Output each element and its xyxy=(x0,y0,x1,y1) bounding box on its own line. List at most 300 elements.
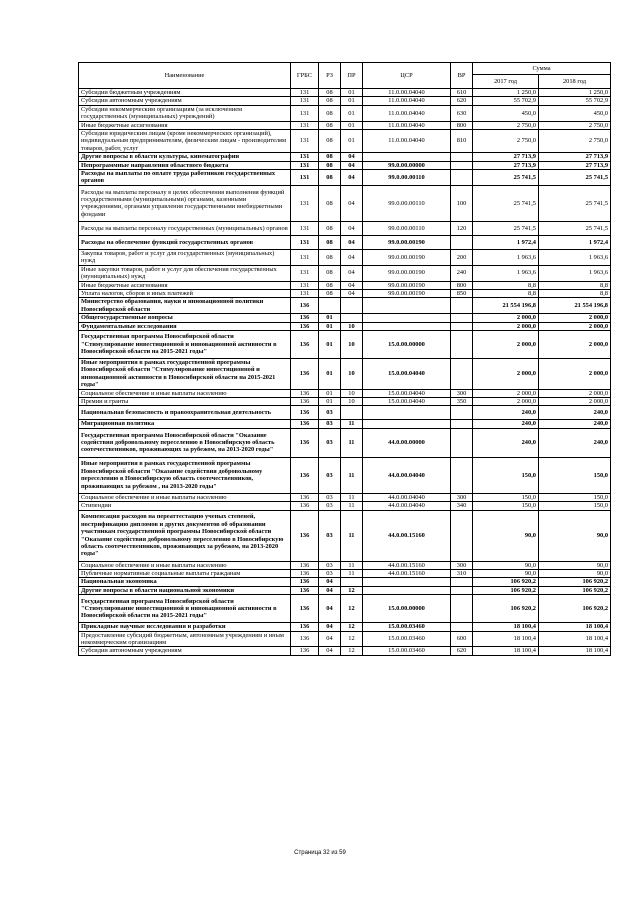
cell-s2: 2 000,0 xyxy=(539,358,611,389)
cell-s1: 106 920,2 xyxy=(473,578,539,586)
cell-rz: 03 xyxy=(319,420,341,428)
cell-pr: 11 xyxy=(341,502,363,510)
cell-s1: 25 741,5 xyxy=(473,221,539,235)
cell-name: Другие вопросы в области культуры, кинематографии xyxy=(79,153,291,161)
cell-s2: 150,0 xyxy=(539,493,611,501)
cell-s2: 8,8 xyxy=(539,289,611,297)
cell-s2: 2 000,0 xyxy=(539,397,611,405)
table-row xyxy=(79,298,611,314)
cell-grbs: 131 xyxy=(291,249,319,265)
table-row xyxy=(79,89,611,97)
cell-vr: 300 xyxy=(451,493,473,501)
cell-s1: 106 920,2 xyxy=(473,586,539,594)
cell-vr xyxy=(451,161,473,169)
cell-rz: 01 xyxy=(319,314,341,322)
table-row xyxy=(79,281,611,289)
cell-rz: 08 xyxy=(319,235,341,249)
cell-vr: 120 xyxy=(451,221,473,235)
cell-s1: 2 750,0 xyxy=(473,130,539,153)
cell-s1: 90,0 xyxy=(473,570,539,578)
table-row xyxy=(79,510,611,561)
table-row xyxy=(79,389,611,397)
cell-csr: 44.0.00.15160 xyxy=(363,570,451,578)
cell-rz: 08 xyxy=(319,161,341,169)
cell-grbs: 136 xyxy=(291,397,319,405)
cell-grbs: 131 xyxy=(291,105,319,121)
cell-s2: 240,0 xyxy=(539,428,611,457)
cell-vr: 240 xyxy=(451,265,473,281)
table-row xyxy=(79,623,611,631)
cell-grbs: 131 xyxy=(291,121,319,129)
cell-vr xyxy=(451,428,473,457)
cell-name: Социальное обеспечение и иные выплаты населению xyxy=(79,389,291,397)
cell-pr: 11 xyxy=(341,510,363,561)
cell-pr: 11 xyxy=(341,493,363,501)
cell-s2: 25 741,5 xyxy=(539,185,611,221)
cell-s2: 2 000,0 xyxy=(539,314,611,322)
cell-vr xyxy=(451,322,473,330)
cell-s1: 18 100,4 xyxy=(473,623,539,631)
cell-s2: 1 972,4 xyxy=(539,235,611,249)
cell-pr: 04 xyxy=(341,265,363,281)
cell-csr: 44.0.00.04040 xyxy=(363,502,451,510)
header-name: Наименование xyxy=(79,63,291,89)
cell-s1: 90,0 xyxy=(473,510,539,561)
table-row xyxy=(79,578,611,586)
header-sum: Сумма xyxy=(473,63,611,75)
cell-pr: 10 xyxy=(341,322,363,330)
cell-grbs: 131 xyxy=(291,289,319,297)
cell-name: Национальная экономика xyxy=(79,578,291,586)
cell-s2: 90,0 xyxy=(539,561,611,569)
cell-csr: 11.0.00.04040 xyxy=(363,97,451,105)
cell-vr xyxy=(451,510,473,561)
cell-name: Иные мероприятия в рамках государственной программы Новосибирской области "Оказание содействия добровольному переселению в Новосибирскую область соотечественников, проживающих за рубежом , на 2013-2020 годы" xyxy=(79,457,291,493)
cell-s2: 1 963,6 xyxy=(539,265,611,281)
cell-vr: 620 xyxy=(451,647,473,655)
cell-csr: 15.0.00.04040 xyxy=(363,397,451,405)
cell-csr: 99.0.00.00110 xyxy=(363,185,451,221)
cell-s2: 8,8 xyxy=(539,281,611,289)
cell-csr xyxy=(363,153,451,161)
cell-rz: 04 xyxy=(319,647,341,655)
cell-pr xyxy=(341,298,363,314)
cell-name: Министерство образования, науки и инновационной политики Новосибирской области xyxy=(79,298,291,314)
table-row xyxy=(79,314,611,322)
cell-s1: 18 100,4 xyxy=(473,631,539,647)
cell-s1: 1 963,6 xyxy=(473,249,539,265)
cell-vr: 800 xyxy=(451,281,473,289)
cell-pr: 11 xyxy=(341,428,363,457)
cell-rz: 03 xyxy=(319,510,341,561)
table-row xyxy=(79,289,611,297)
cell-name: Иные бюджетные ассигнования xyxy=(79,121,291,129)
cell-s1: 18 100,4 xyxy=(473,647,539,655)
cell-pr: 04 xyxy=(341,153,363,161)
cell-grbs: 136 xyxy=(291,578,319,586)
cell-grbs: 136 xyxy=(291,420,319,428)
cell-vr: 630 xyxy=(451,105,473,121)
cell-s1: 150,0 xyxy=(473,502,539,510)
cell-name: Субсидии автономным учреждениям xyxy=(79,97,291,105)
cell-rz: 08 xyxy=(319,121,341,129)
cell-grbs: 136 xyxy=(291,647,319,655)
header-csr: ЦСР xyxy=(363,63,451,89)
cell-name: Миграционная политика xyxy=(79,420,291,428)
cell-s1: 55 702,9 xyxy=(473,97,539,105)
cell-vr: 310 xyxy=(451,570,473,578)
header-pr: ПР xyxy=(341,63,363,89)
cell-pr: 10 xyxy=(341,397,363,405)
header-vr: ВР xyxy=(451,63,473,89)
cell-pr: 10 xyxy=(341,389,363,397)
cell-rz: 01 xyxy=(319,397,341,405)
cell-s2: 106 920,2 xyxy=(539,578,611,586)
cell-vr xyxy=(451,314,473,322)
cell-pr: 12 xyxy=(341,595,363,623)
cell-name: Публичные нормативные социальные выплаты гражданам xyxy=(79,570,291,578)
cell-csr: 11.0.00.04040 xyxy=(363,105,451,121)
cell-pr: 04 xyxy=(341,170,363,186)
cell-vr xyxy=(451,235,473,249)
cell-name: Социальное обеспечение и иные выплаты населению xyxy=(79,493,291,501)
cell-csr xyxy=(363,578,451,586)
cell-rz: 04 xyxy=(319,578,341,586)
cell-grbs: 136 xyxy=(291,406,319,420)
cell-pr xyxy=(341,406,363,420)
cell-vr: 850 xyxy=(451,289,473,297)
cell-name: Иные закупки товаров, работ и услуг для обеспечения государственных (муниципальных) нужд xyxy=(79,265,291,281)
cell-vr xyxy=(451,298,473,314)
table-row xyxy=(79,397,611,405)
cell-rz: 03 xyxy=(319,561,341,569)
cell-pr: 04 xyxy=(341,221,363,235)
table-row xyxy=(79,358,611,389)
cell-pr: 04 xyxy=(341,185,363,221)
table-row xyxy=(79,502,611,510)
cell-grbs: 131 xyxy=(291,97,319,105)
cell-csr: 44.0.00.04040 xyxy=(363,493,451,501)
cell-pr: 12 xyxy=(341,631,363,647)
cell-s1: 1 963,6 xyxy=(473,265,539,281)
cell-s2: 27 713,9 xyxy=(539,161,611,169)
cell-csr: 99.0.00.00110 xyxy=(363,170,451,186)
cell-rz xyxy=(319,298,341,314)
cell-s2: 106 920,2 xyxy=(539,595,611,623)
cell-vr: 600 xyxy=(451,631,473,647)
cell-grbs: 131 xyxy=(291,185,319,221)
cell-pr: 01 xyxy=(341,97,363,105)
cell-name: Предоставление субсидий бюджетным, автономным учреждениям и иным некоммерческим организациям xyxy=(79,631,291,647)
cell-grbs: 136 xyxy=(291,457,319,493)
cell-s1: 240,0 xyxy=(473,406,539,420)
cell-rz: 08 xyxy=(319,89,341,97)
cell-pr: 12 xyxy=(341,586,363,594)
table-row xyxy=(79,406,611,420)
cell-vr: 340 xyxy=(451,502,473,510)
cell-pr: 04 xyxy=(341,281,363,289)
cell-csr: 44.0.00.04040 xyxy=(363,457,451,493)
cell-csr: 44.0.00.15160 xyxy=(363,561,451,569)
cell-name: Общегосударственные вопросы xyxy=(79,314,291,322)
cell-name: Расходы на выплаты по оплате труда работников государственных органов xyxy=(79,170,291,186)
cell-rz: 08 xyxy=(319,170,341,186)
table-row xyxy=(79,330,611,358)
cell-name: Субсидии некоммерческим организациям (за исключением государственных (муниципальных) учреждений) xyxy=(79,105,291,121)
table-row xyxy=(79,561,611,569)
cell-s2: 1 250,0 xyxy=(539,89,611,97)
cell-name: Прикладные научные исследования и разработки xyxy=(79,623,291,631)
cell-csr: 15.0.00.03460 xyxy=(363,631,451,647)
cell-s2: 21 554 196,8 xyxy=(539,298,611,314)
cell-pr: 12 xyxy=(341,623,363,631)
cell-s1: 2 000,0 xyxy=(473,314,539,322)
cell-vr xyxy=(451,330,473,358)
cell-name: Расходы на обеспечение функций государственных органов xyxy=(79,235,291,249)
cell-grbs: 136 xyxy=(291,595,319,623)
table-row xyxy=(79,235,611,249)
header-grbs: ГРБС xyxy=(291,63,319,89)
cell-rz: 08 xyxy=(319,281,341,289)
cell-pr: 11 xyxy=(341,561,363,569)
cell-s2: 25 741,5 xyxy=(539,170,611,186)
cell-rz: 03 xyxy=(319,570,341,578)
cell-s2: 240,0 xyxy=(539,406,611,420)
table-row xyxy=(79,221,611,235)
header-year-2017: 2017 год xyxy=(473,75,539,89)
table-row xyxy=(79,185,611,221)
cell-grbs: 136 xyxy=(291,298,319,314)
cell-rz: 08 xyxy=(319,97,341,105)
table-row xyxy=(79,121,611,129)
cell-csr: 99.0.00.00190 xyxy=(363,281,451,289)
cell-s2: 2 000,0 xyxy=(539,322,611,330)
cell-rz: 01 xyxy=(319,358,341,389)
cell-pr: 01 xyxy=(341,121,363,129)
cell-rz: 01 xyxy=(319,322,341,330)
cell-rz: 08 xyxy=(319,105,341,121)
cell-s2: 18 100,4 xyxy=(539,623,611,631)
cell-grbs: 136 xyxy=(291,428,319,457)
cell-name: Государственная программа Новосибирской области "Оказание содействия добровольному переселению в Новосибирскую область соотечественников, проживающих за рубежом, на 2013-2020 годы" xyxy=(79,428,291,457)
cell-name: Субсидии автономным учреждениям xyxy=(79,647,291,655)
cell-pr: 04 xyxy=(341,289,363,297)
cell-name: Национальная безопасность и правоохранительная деятельность xyxy=(79,406,291,420)
cell-grbs: 131 xyxy=(291,161,319,169)
cell-name: Стипендии xyxy=(79,502,291,510)
cell-s1: 2 000,0 xyxy=(473,322,539,330)
cell-grbs: 136 xyxy=(291,330,319,358)
cell-csr xyxy=(363,420,451,428)
cell-s2: 25 741,5 xyxy=(539,221,611,235)
cell-rz: 08 xyxy=(319,153,341,161)
cell-name: Премии и гранты xyxy=(79,397,291,405)
cell-s1: 150,0 xyxy=(473,493,539,501)
cell-rz: 03 xyxy=(319,457,341,493)
cell-csr: 15.0.00.03460 xyxy=(363,623,451,631)
cell-s2: 2 750,0 xyxy=(539,121,611,129)
cell-vr: 300 xyxy=(451,389,473,397)
table-row xyxy=(79,249,611,265)
cell-rz: 01 xyxy=(319,330,341,358)
cell-s1: 240,0 xyxy=(473,428,539,457)
cell-s2: 2 000,0 xyxy=(539,389,611,397)
cell-grbs: 136 xyxy=(291,631,319,647)
header-year-2018: 2018 год xyxy=(539,75,611,89)
cell-s1: 27 713,9 xyxy=(473,161,539,169)
cell-grbs: 131 xyxy=(291,170,319,186)
cell-s1: 2 000,0 xyxy=(473,330,539,358)
cell-grbs: 131 xyxy=(291,153,319,161)
cell-vr xyxy=(451,457,473,493)
cell-vr xyxy=(451,153,473,161)
cell-csr xyxy=(363,314,451,322)
cell-s2: 90,0 xyxy=(539,510,611,561)
table-row xyxy=(79,420,611,428)
cell-rz: 03 xyxy=(319,406,341,420)
cell-s2: 106 920,2 xyxy=(539,586,611,594)
cell-s1: 25 741,5 xyxy=(473,185,539,221)
cell-name: Уплата налогов, сборов и иных платежей xyxy=(79,289,291,297)
cell-rz: 03 xyxy=(319,493,341,501)
table-row xyxy=(79,322,611,330)
cell-csr: 15.0.00.04040 xyxy=(363,358,451,389)
cell-vr: 300 xyxy=(451,561,473,569)
cell-name: Закупка товаров, работ и услуг для государственных (муниципальных) нужд xyxy=(79,249,291,265)
cell-s1: 8,8 xyxy=(473,281,539,289)
cell-s1: 240,0 xyxy=(473,420,539,428)
cell-pr: 01 xyxy=(341,89,363,97)
cell-csr: 11.0.00.04040 xyxy=(363,130,451,153)
cell-name: Иные мероприятия в рамках государственной программы Новосибирской области "Стимулирование инвестиционной и инновационной активности в Новосибирской области на 2015-2021 годы" xyxy=(79,358,291,389)
table-row xyxy=(79,595,611,623)
cell-pr: 04 xyxy=(341,161,363,169)
cell-s1: 8,8 xyxy=(473,289,539,297)
cell-rz: 08 xyxy=(319,221,341,235)
cell-csr xyxy=(363,322,451,330)
cell-rz: 04 xyxy=(319,623,341,631)
cell-grbs: 136 xyxy=(291,322,319,330)
cell-grbs: 131 xyxy=(291,235,319,249)
cell-rz: 08 xyxy=(319,130,341,153)
cell-vr xyxy=(451,623,473,631)
cell-vr xyxy=(451,578,473,586)
cell-vr xyxy=(451,358,473,389)
page-footer: Страница 32 из 59 xyxy=(294,850,346,856)
cell-csr: 99.0.00.00190 xyxy=(363,235,451,249)
cell-csr: 15.0.00.04040 xyxy=(363,389,451,397)
cell-pr: 10 xyxy=(341,330,363,358)
cell-csr: 11.0.00.04040 xyxy=(363,89,451,97)
cell-grbs: 131 xyxy=(291,221,319,235)
cell-csr: 99.0.00.00190 xyxy=(363,249,451,265)
cell-grbs: 136 xyxy=(291,510,319,561)
cell-grbs: 136 xyxy=(291,586,319,594)
cell-name: Субсидии юридическим лицам (кроме некоммерческих организаций), индивидуальным предпринимателям, физическим лицам - производителям товаров, работ, услуг xyxy=(79,130,291,153)
cell-vr: 350 xyxy=(451,397,473,405)
cell-s2: 150,0 xyxy=(539,502,611,510)
cell-pr: 04 xyxy=(341,249,363,265)
table-row xyxy=(79,161,611,169)
cell-rz: 03 xyxy=(319,502,341,510)
cell-s2: 2 000,0 xyxy=(539,330,611,358)
cell-grbs: 131 xyxy=(291,130,319,153)
cell-csr: 15.0.00.03460 xyxy=(363,647,451,655)
cell-rz: 04 xyxy=(319,631,341,647)
table-row xyxy=(79,153,611,161)
table-row xyxy=(79,570,611,578)
cell-s2: 27 713,9 xyxy=(539,153,611,161)
cell-s1: 2 750,0 xyxy=(473,121,539,129)
cell-s2: 240,0 xyxy=(539,420,611,428)
table-row xyxy=(79,493,611,501)
cell-grbs: 136 xyxy=(291,561,319,569)
cell-vr xyxy=(451,420,473,428)
table-row xyxy=(79,631,611,647)
cell-s1: 27 713,9 xyxy=(473,153,539,161)
cell-pr: 11 xyxy=(341,570,363,578)
cell-csr: 99.0.00.00190 xyxy=(363,265,451,281)
cell-vr: 100 xyxy=(451,185,473,221)
cell-csr: 99.0.00.00110 xyxy=(363,221,451,235)
cell-s1: 1 250,0 xyxy=(473,89,539,97)
cell-pr: 04 xyxy=(341,235,363,249)
table-row xyxy=(79,97,611,105)
cell-s2: 90,0 xyxy=(539,570,611,578)
cell-s1: 106 920,2 xyxy=(473,595,539,623)
cell-s2: 55 702,9 xyxy=(539,97,611,105)
cell-grbs: 136 xyxy=(291,493,319,501)
cell-csr xyxy=(363,406,451,420)
cell-csr: 44.0.00.00000 xyxy=(363,428,451,457)
cell-pr: 11 xyxy=(341,457,363,493)
cell-s2: 450,0 xyxy=(539,105,611,121)
cell-name: Субсидии бюджетным учреждениям xyxy=(79,89,291,97)
cell-name: Иные бюджетные ассигнования xyxy=(79,281,291,289)
cell-grbs: 136 xyxy=(291,502,319,510)
cell-csr: 11.0.00.04040 xyxy=(363,121,451,129)
cell-pr: 12 xyxy=(341,647,363,655)
cell-name: Социальное обеспечение и иные выплаты населению xyxy=(79,561,291,569)
cell-s1: 25 741,5 xyxy=(473,170,539,186)
cell-rz: 08 xyxy=(319,249,341,265)
table-header xyxy=(79,63,611,89)
cell-s2: 150,0 xyxy=(539,457,611,493)
table-row xyxy=(79,130,611,153)
cell-s1: 450,0 xyxy=(473,105,539,121)
cell-s1: 21 554 196,8 xyxy=(473,298,539,314)
table-row xyxy=(79,105,611,121)
cell-rz: 08 xyxy=(319,289,341,297)
cell-name: Расходы на выплаты персоналу государственных (муниципальных) органов xyxy=(79,221,291,235)
table-row xyxy=(79,170,611,186)
table-row xyxy=(79,428,611,457)
cell-grbs: 136 xyxy=(291,570,319,578)
table-row xyxy=(79,457,611,493)
cell-csr xyxy=(363,298,451,314)
cell-pr: 10 xyxy=(341,358,363,389)
cell-grbs: 136 xyxy=(291,623,319,631)
cell-csr: 15.0.00.00000 xyxy=(363,330,451,358)
cell-s2: 2 750,0 xyxy=(539,130,611,153)
cell-rz: 04 xyxy=(319,595,341,623)
cell-grbs: 131 xyxy=(291,89,319,97)
cell-s1: 2 000,0 xyxy=(473,389,539,397)
table-row xyxy=(79,265,611,281)
cell-s1: 2 000,0 xyxy=(473,358,539,389)
cell-name: Государственная программа Новосибирской области "Стимулирование инвестиционной и инновационной активности в Новосибирской области на 2015-2021 годы" xyxy=(79,330,291,358)
cell-s2: 18 100,4 xyxy=(539,647,611,655)
